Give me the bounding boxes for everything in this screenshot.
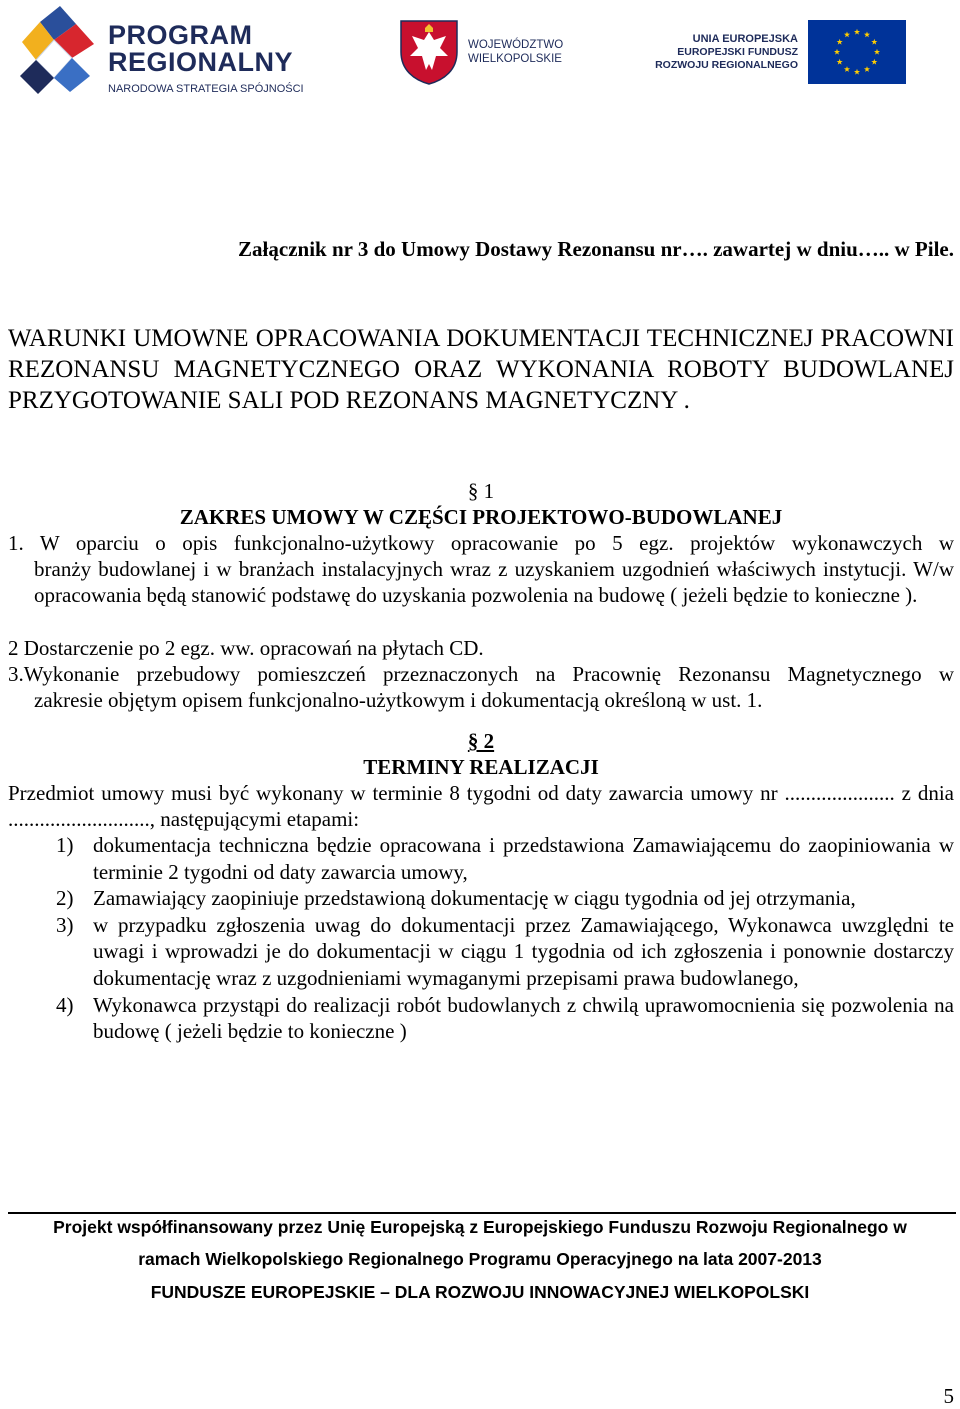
eu-flag-icon [808,20,906,84]
section-2-heading: TERMINY REALIZACJI [363,755,599,779]
section-2-symbol: § 2 [467,729,495,753]
footer-line-1: Projekt współfinansowany przez Unię Europejską z Europejskiego Funduszu Rozwoju Regionalnego w [53,1217,907,1237]
page-number: 5 [943,1384,954,1408]
program-regionalny-text [108,22,304,96]
footer-divider [8,1212,956,1214]
section-1-item-1-first-line [8,530,954,556]
section-1-item-2: 2 Dostarczenie po 2 egz. ww. opracowań na płytach CD. [8,636,484,660]
section-1-item-1-rest: branży budowlanej i w branżach instalacyjnych wraz z uzyskaniem uzgodnień właściwych instytucji. W/w opracowania będą stanowić podstawę do uzyskania pozwolenia na budowę ( jeżeli będzie to konieczne ). [34,557,954,607]
eu-line-1: UNIA EUROPEJSKA [692,33,798,45]
section-1-item-1-number: 1. [8,531,24,555]
section-1-heading: ZAKRES UMOWY W CZĘŚCI PROJEKTOWO-BUDOWLANEJ [179,505,783,529]
eu-fund-text [630,33,798,72]
voivodeship-text: WOJEWÓDZTWO WIELKOPOLSKIE [468,39,564,65]
wielkopolska-coat-of-arms [398,18,460,86]
program-subtitle: NARODOWA STRATEGIA SPÓJNOŚCI [108,83,304,95]
section-1-item-1-text: W oparciu o opis funkcjonalno-użytkowy opracowanie po 5 egz. projektów wykonawczych w [39,531,954,555]
list-item-text: Wykonawca przystąpi do realizacji robót budowlanych z chwilą uprawomocnienia się pozwolenia na budowę ( jeżeli będzie to konieczne ) [93,992,954,1044]
section-1-symbol: § 1 [467,479,495,503]
list-item-number: 1) [56,833,74,857]
list-item [56,832,954,885]
list-item [56,885,954,912]
program-regionalny-logo [14,4,106,96]
document-title: WARUNKI UMOWNE OPRACOWANIA DOKUMENTACJI TECHNICZNEJ PRACOWNI REZONANSU MAGNETYCZNEGO ORAZ WYKONANIA ROBOTY BUDOWLANEJ PRZYGOTOWANIE SALI POD REZONANS MAGNETYCZNY . [8,325,954,414]
section-2-list [56,832,954,1045]
program-title: PROGRAM REGIONALNY [108,20,294,77]
list-item-number: 4) [56,992,74,1017]
section-1-item-3-first-line: 3.Wykonanie przebudowy pomieszczeń przeznaczonych na Pracownię Rezonansu Magnetycznego w [8,662,954,686]
list-item-text: Zamawiający zaopiniuje przedstawioną dokumentację w ciągu tygodnia od jej otrzymania, [93,886,856,911]
section-2-intro: Przedmiot umowy musi być wykonany w terminie 8 tygodni od daty zawarcia umowy nr ..................... z dnia ..........................., następującymi etapami: [8,781,954,831]
attachment-line: Załącznik nr 3 do Umowy Dostawy Rezonansu nr…. zawartej w dniu….. w Pile. [238,237,954,261]
section-1-item-3-rest: zakresie objętym opisem funkcjonalno-użytkowym i dokumentacją określoną w ust. 1. [34,688,763,712]
header-logos [0,0,960,110]
eu-line-3: ROZWOJU REGIONALNEGO [655,59,798,71]
list-item-number: 3) [56,912,74,937]
list-item-text: dokumentacja techniczna będzie opracowana i przedstawiona Zamawiającemu do zaopiniowania w terminie 2 tygodni od daty zawarcia umowy, [93,833,954,884]
list-item [56,992,954,1045]
eu-line-2: EUROPEJSKI FUNDUSZ [677,46,798,58]
list-item [56,912,954,992]
list-item-text: w przypadku zgłoszenia uwag do dokumentacji przez Zamawiającego, Wykonawca uwzględni te uwagi i wprowadzi je do dokumentacji w ciągu 1 tygodnia od ich zgłoszenia i ponownie dostarczy dokumentację wraz z uzgodnieniami wymaganymi przepisami prawa budowlanego, [93,912,954,990]
list-item-number: 2) [56,886,74,911]
footer-line-3: FUNDUSZE EUROPEJSKIE – DLA ROZWOJU INNOWACYJNEJ WIELKOPOLSKI [150,1282,810,1302]
footer-line-2: ramach Wielkopolskiego Regionalnego Programu Operacyjnego na lata 2007-2013 [138,1249,822,1269]
